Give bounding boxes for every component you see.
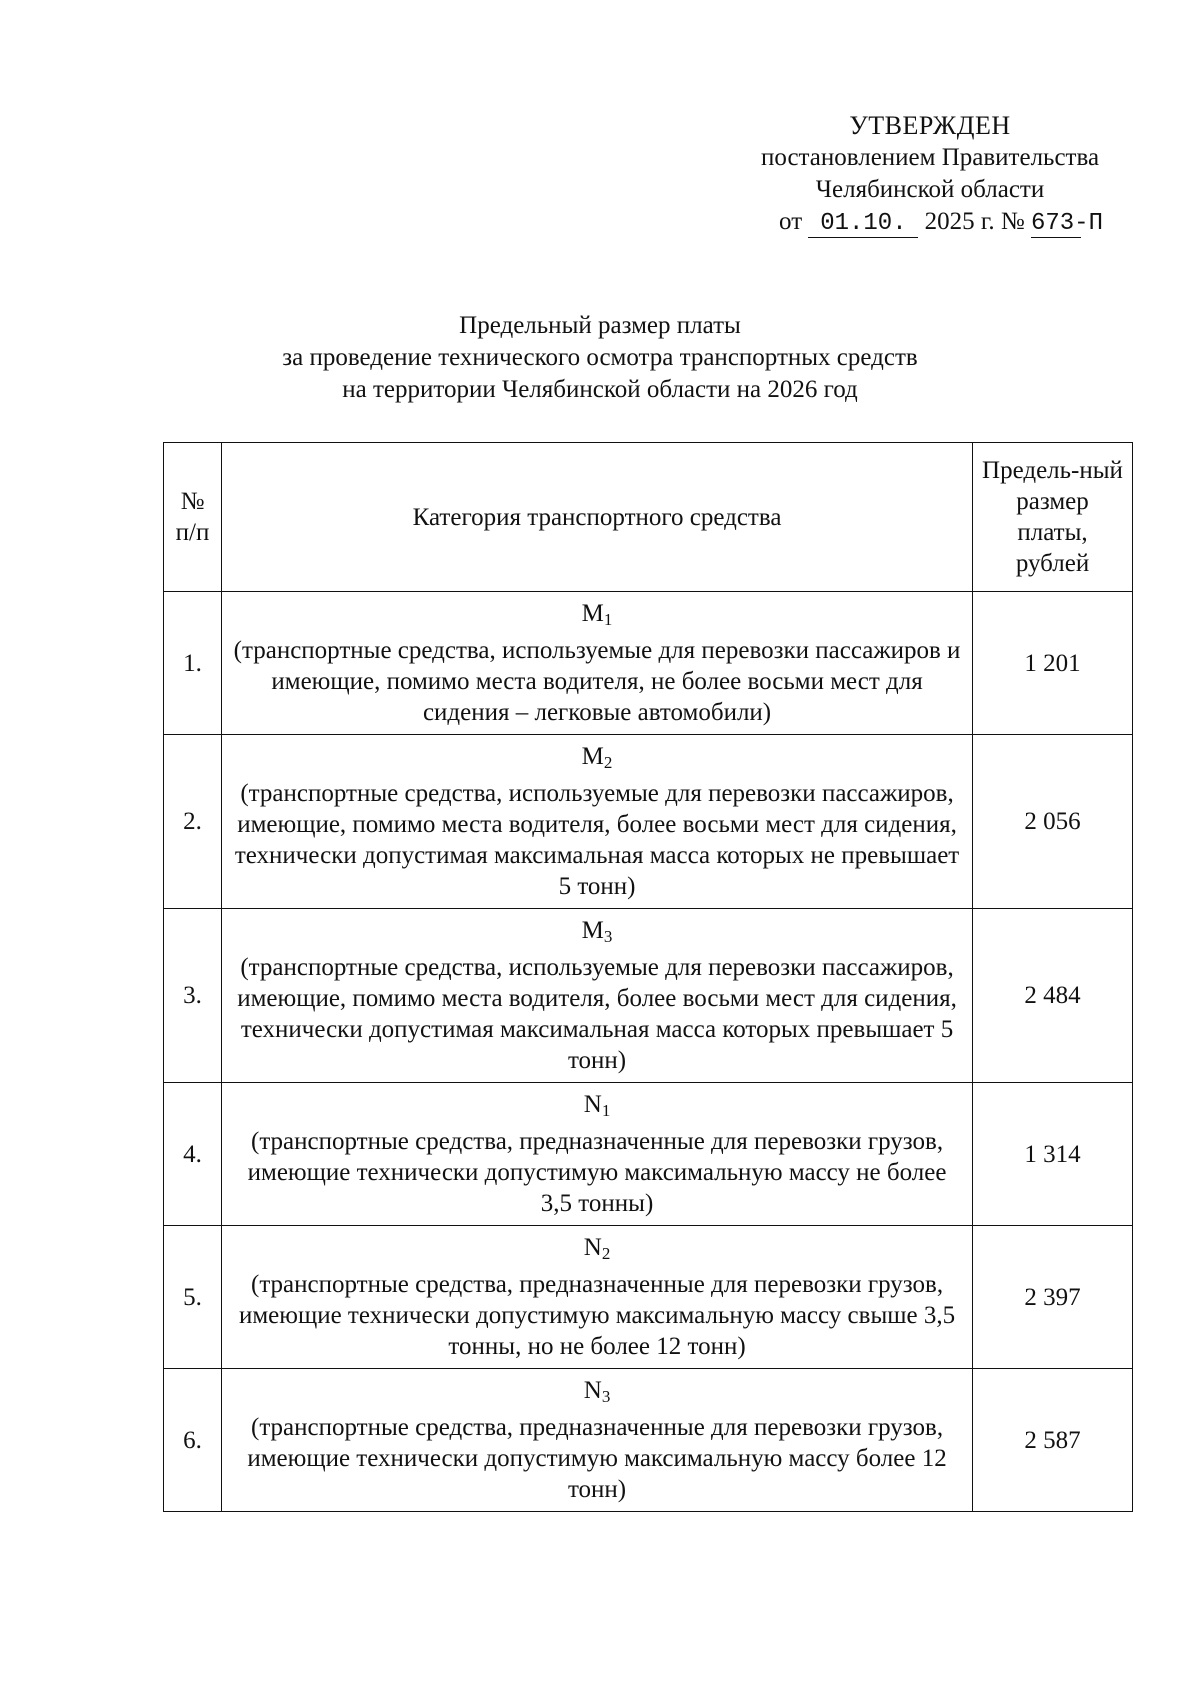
- category-code: $M_1$: [581, 600, 613, 629]
- row-num: 4.: [164, 1083, 222, 1226]
- category-desc: (транспортные средства, предназначенные для перевозки грузов, имеющие технически допустимую максимальную массу более 12 тонн): [247, 1414, 947, 1503]
- row-num: 5.: [164, 1226, 222, 1369]
- category-code: $M_3$: [581, 917, 613, 946]
- category-desc: (транспортные средства, используемые для перевозки пассажиров, имеющие, помимо места водителя, более восьми мест для сидения, технически допустимая максимальная масса которых не превышает 5 тонн): [234, 780, 960, 900]
- row-fee: 2 587: [973, 1369, 1133, 1512]
- row-fee: 1 314: [973, 1083, 1133, 1226]
- header-category: Категория транспортного средства: [222, 443, 973, 592]
- row-category: [222, 1083, 973, 1226]
- category-code: $M_2$: [581, 743, 613, 772]
- category-desc: (транспортные средства, используемые для перевозки пассажиров и имеющие, помимо места водителя, не более восьми мест для сидения – легковые автомобили): [233, 637, 961, 726]
- category-code: $N_2$: [583, 1234, 611, 1263]
- category-code: $N_1$: [583, 1091, 611, 1120]
- approval-number: 673-П: [1030, 210, 1103, 237]
- approval-line-2: Челябинской области: [815, 176, 1045, 203]
- approval-line-1: постановлением Правительства: [760, 144, 1100, 171]
- category-desc: (транспортные средства, предназначенные для перевозки грузов, имеющие технически допустимую максимальную массу не более 3,5 тонны): [247, 1128, 947, 1217]
- category-desc: (транспортные средства, используемые для перевозки пассажиров, имеющие, помимо места водителя, более восьми мест для сидения, технически допустимая максимальная масса которых превышает 5 тонн): [237, 954, 957, 1074]
- category-desc: (транспортные средства, предназначенные для перевозки грузов, имеющие технически допустимую максимальную массу свыше 3,5 тонны, но не более 12 тонн): [238, 1271, 956, 1360]
- row-category: [222, 592, 973, 735]
- table-row: [164, 1226, 1133, 1369]
- row-fee: 2 056: [973, 735, 1133, 909]
- row-fee: 1 201: [973, 592, 1133, 735]
- row-num: 2.: [164, 735, 222, 909]
- row-fee: 2 484: [973, 909, 1133, 1083]
- approval-block: [700, 110, 1160, 238]
- row-category: [222, 1369, 973, 1512]
- row-category: [222, 735, 973, 909]
- table-row: [164, 909, 1133, 1083]
- row-num: 3.: [164, 909, 222, 1083]
- title-line-2: за проведение технического осмотра транспортных средств: [282, 344, 918, 371]
- approval-date: 01.10.: [808, 211, 918, 238]
- row-fee: 2 397: [973, 1226, 1133, 1369]
- date-prefix: от: [779, 208, 803, 235]
- table-row: [164, 1369, 1133, 1512]
- approval-dateline: [779, 206, 1103, 238]
- fees-table: [163, 442, 1133, 1512]
- table-row: [164, 592, 1133, 735]
- row-category: [222, 1226, 973, 1369]
- category-code: $N_3$: [583, 1377, 611, 1406]
- header-fee: Предель-ный размер платы, рублей: [973, 443, 1133, 592]
- approval-heading: УТВЕРЖДЕН: [849, 111, 1011, 140]
- row-num: 6.: [164, 1369, 222, 1512]
- table-row: [164, 1083, 1133, 1226]
- row-num: 1.: [164, 592, 222, 735]
- document-title: [160, 310, 1040, 406]
- year-text: 2025 г. №: [924, 208, 1025, 235]
- row-category: [222, 909, 973, 1083]
- title-line-3: на территории Челябинской области на 2026 год: [342, 376, 858, 403]
- header-num: № п/п: [164, 443, 222, 592]
- table-row: [164, 735, 1133, 909]
- title-line-1: Предельный размер платы: [459, 312, 741, 339]
- table-header-row: [164, 443, 1133, 592]
